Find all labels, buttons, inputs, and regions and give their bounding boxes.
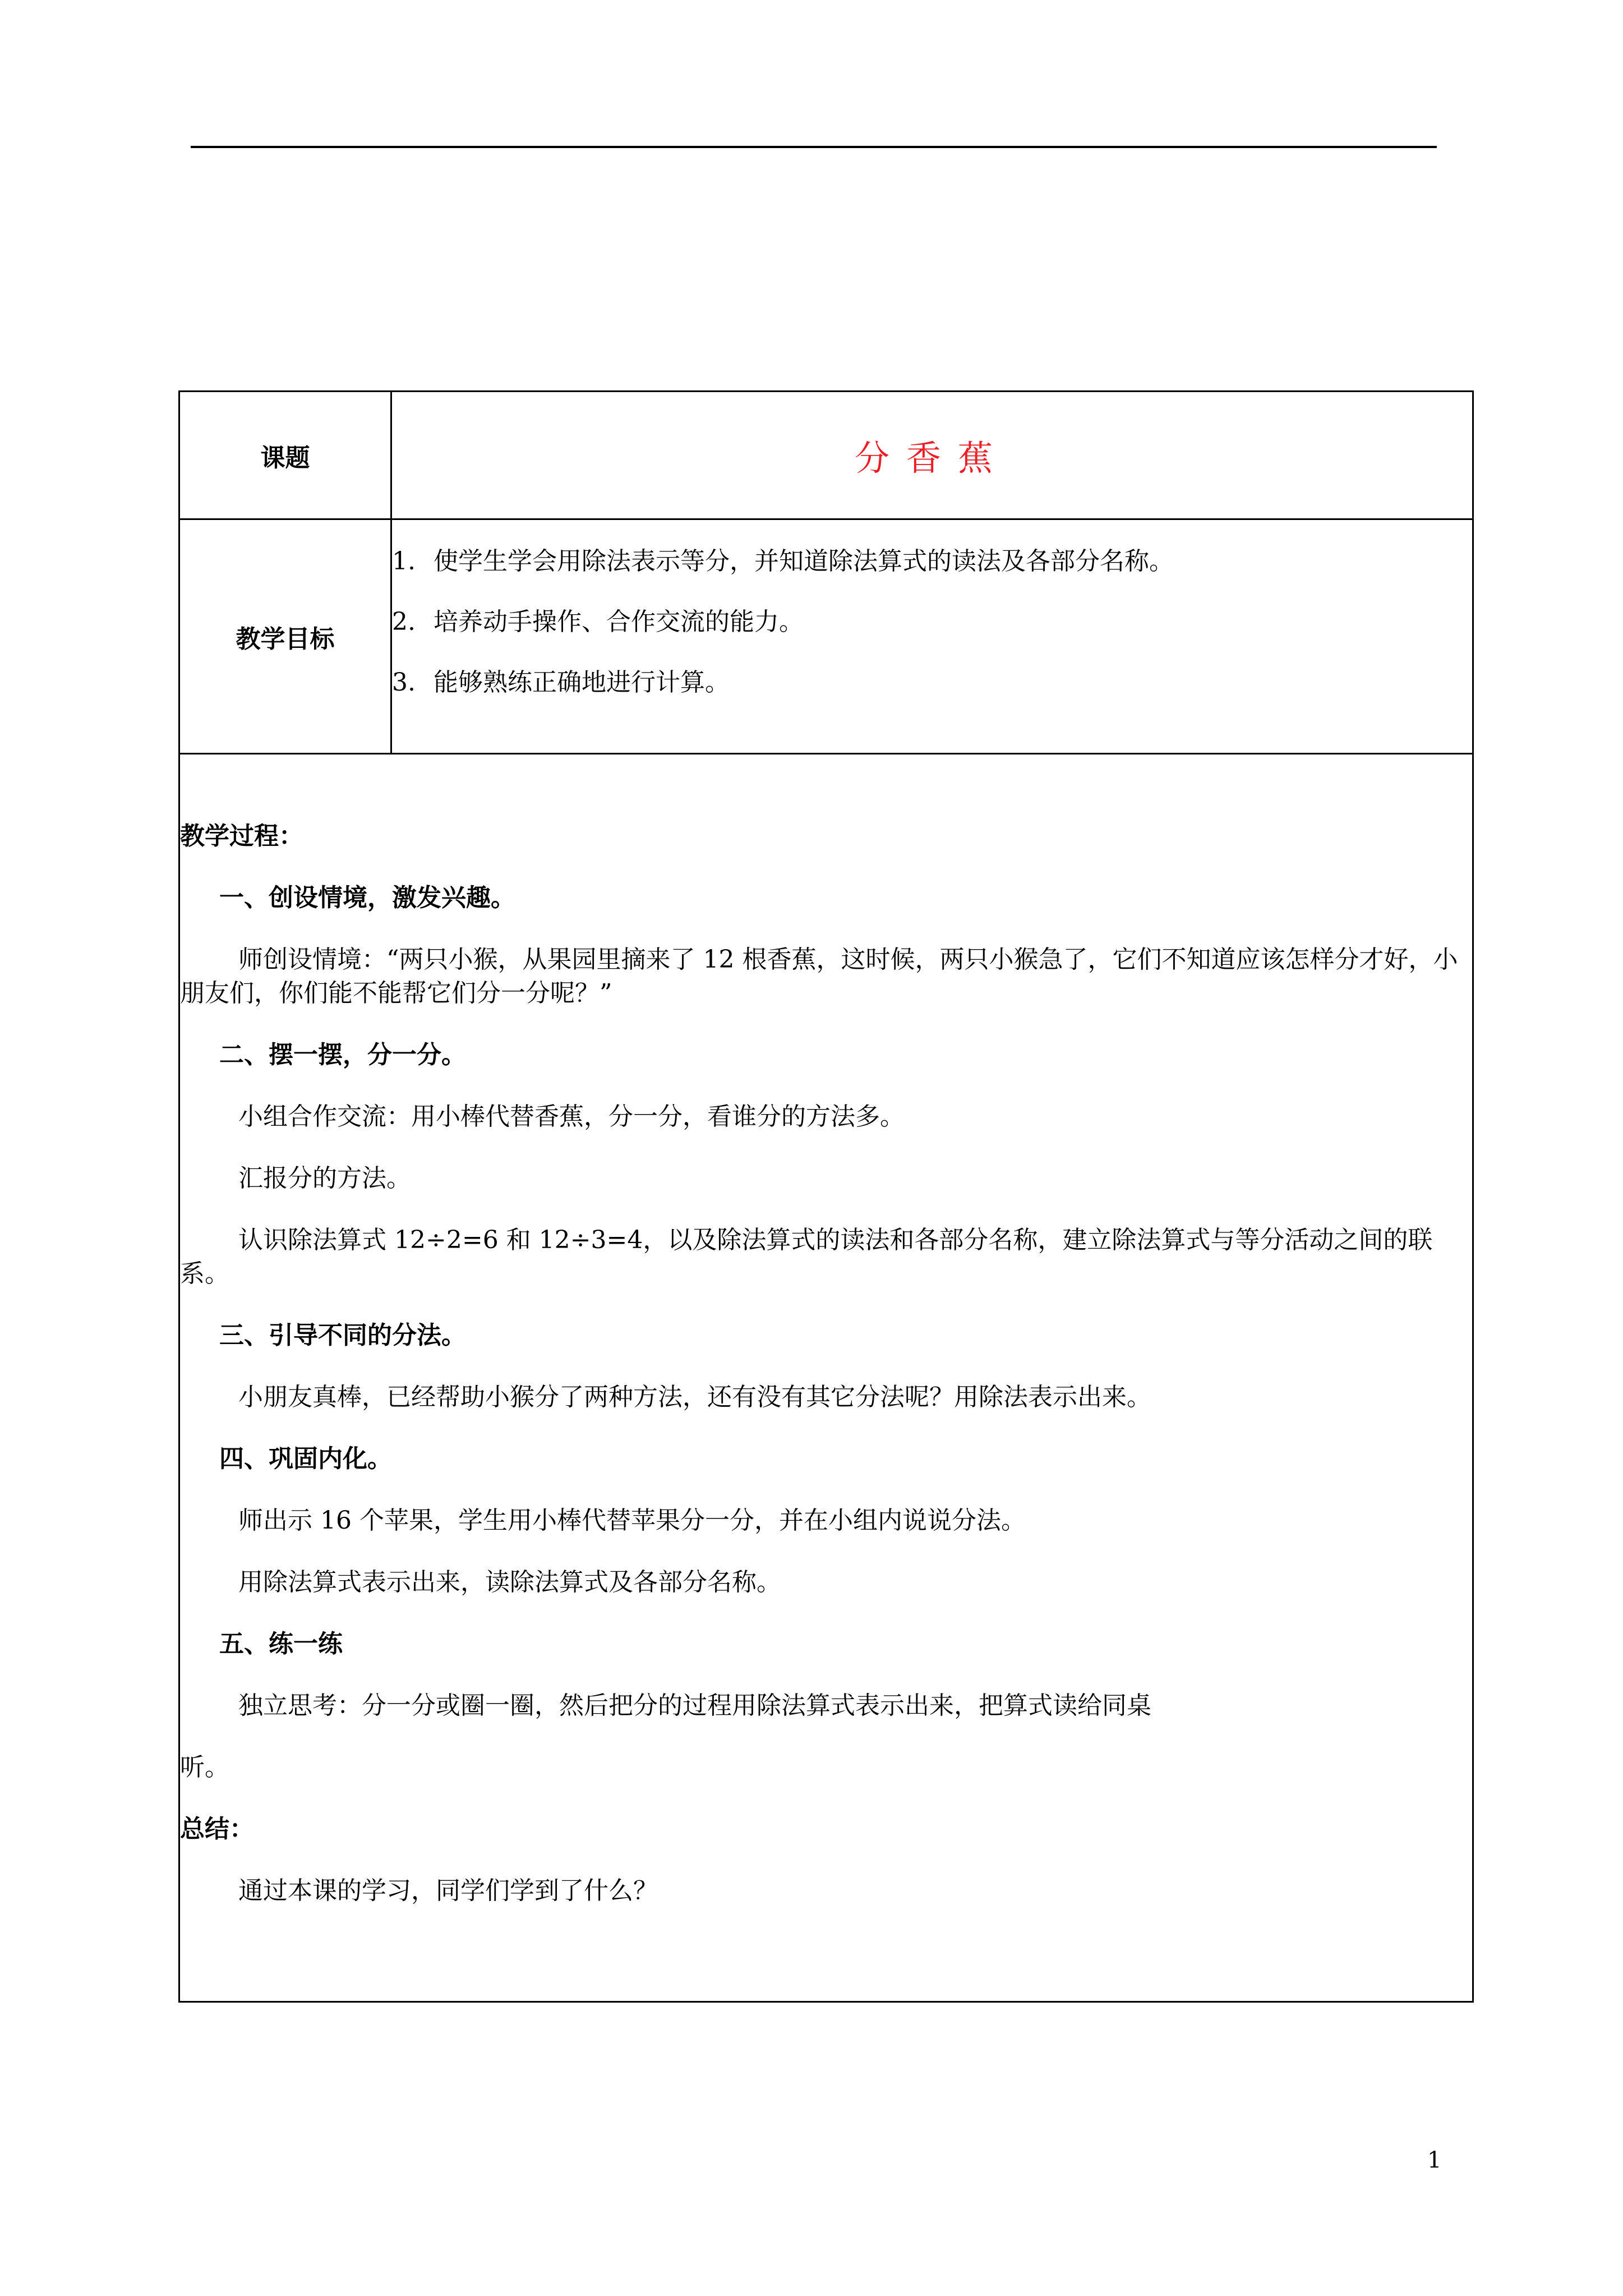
- section-5-paragraph: 独立思考：分一分或圈一圈，然后把分的过程用除法算式表示出来，把算式读给同桌: [238, 1691, 1151, 1720]
- section-2-paragraph-2: 汇报分的方法。: [238, 1164, 411, 1193]
- section-2-title: 二、摆一摆，分一分。: [219, 1041, 466, 1069]
- goals-row: [179, 519, 1473, 754]
- section-2-paragraph-3: 认识除法算式 12÷2=6 和 12÷3=4，以及除法算式的读法和各部分名称，建立除法算式与等分活动之间的联系。: [180, 1226, 1433, 1288]
- page-number: 1: [1427, 2147, 1442, 2173]
- section-4-paragraph-2: 用除法算式表示出来，读除法算式及各部分名称。: [238, 1568, 781, 1596]
- process-row: [179, 754, 1473, 2002]
- goal-number: 3.: [392, 668, 416, 697]
- goal-text: 能够熟练正确地进行计算。: [434, 668, 730, 697]
- lesson-plan-table: [178, 390, 1474, 2003]
- section-1-title: 一、创设情境，激发兴趣。: [219, 884, 515, 912]
- goal-item: [392, 667, 1472, 728]
- process-label: 教学过程：: [180, 822, 303, 850]
- goal-number: 2.: [392, 607, 416, 636]
- summary-paragraph: 通过本课的学习，同学们学到了什么？: [238, 1876, 658, 1905]
- section-3-title: 三、引导不同的分法。: [219, 1321, 466, 1350]
- goals-cell: [391, 519, 1473, 754]
- section-2-paragraph-1: 小组合作交流：用小棒代替香蕉，分一分，看谁分的方法多。: [238, 1102, 905, 1131]
- section-3-paragraph: 小朋友真棒，已经帮助小猴分了两种方法，还有没有其它分法呢？用除法表示出来。: [238, 1383, 1151, 1411]
- goals-label: 教学目标: [179, 519, 391, 754]
- lesson-title: 分香蕉: [391, 392, 1473, 519]
- section-1-paragraph: 师创设情境：“两只小猴，从果园里摘来了 12 根香蕉，这时候，两只小猴急了，它们不知道应该怎样分才好，小朋友们，你们能不能帮它们分一分呢？”: [180, 945, 1458, 1007]
- section-5-title: 五、练一练: [219, 1630, 343, 1658]
- section-4-title: 四、巩固内化。: [219, 1444, 392, 1473]
- goal-text: 培养动手操作、合作交流的能力。: [434, 607, 804, 636]
- subject-label: 课题: [179, 392, 391, 519]
- process-cell: [179, 754, 1473, 2002]
- section-4-paragraph-1: 师出示 16 个苹果，学生用小棒代替苹果分一分，并在小组内说说分法。: [238, 1506, 1026, 1535]
- subject-row: [179, 392, 1473, 519]
- goal-number: 1.: [392, 546, 416, 576]
- header-rule: [191, 146, 1437, 148]
- goals-list: [392, 546, 1472, 728]
- goal-item: [392, 546, 1472, 606]
- goal-text: 使学生学会用除法表示等分，并知道除法算式的读法及各部分名称。: [434, 546, 1174, 576]
- goal-item: [392, 606, 1472, 667]
- summary-label: 总结：: [180, 1815, 254, 1843]
- section-5-paragraph-continued: 听。: [180, 1753, 229, 1782]
